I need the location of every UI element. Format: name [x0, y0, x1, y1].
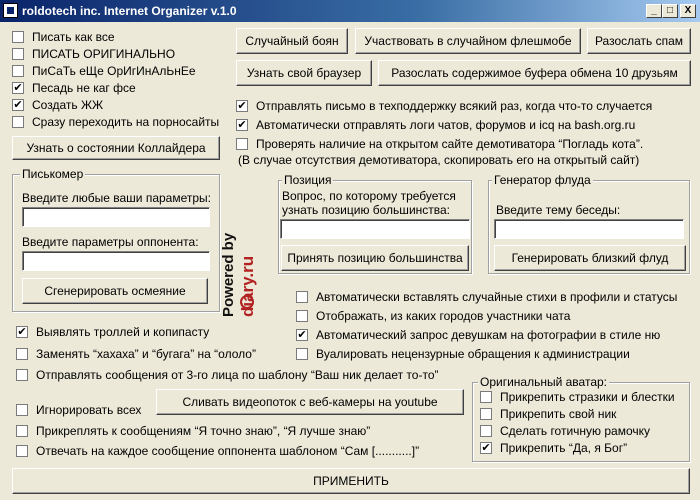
browser-button[interactable]: Узнать свой браузер [236, 60, 372, 86]
demotivator-note: (В случае отсутствия демотиватора, скопировать его на открытый сайт) [238, 153, 640, 167]
close-button[interactable]: X [680, 4, 696, 18]
watermark-powered-by: Powered by [220, 232, 237, 317]
params-label: Введите любые ваши параметры: [22, 191, 211, 205]
checkbox-box[interactable] [480, 408, 492, 420]
checkmark-icon[interactable]: ✔ [237, 100, 247, 112]
checkbox-box[interactable] [12, 31, 24, 43]
avatar-legend: Оригинальный аватар: [480, 375, 608, 389]
flashmob-button[interactable]: Участвовать в случайном флешмобе [355, 28, 581, 54]
check-send-logs[interactable]: ✔ Автоматически отправлять логи чатов, форумов и icq на bash.org.ru [237, 118, 636, 132]
check-write-like-all[interactable]: Писать как все [12, 30, 115, 44]
checkbox-box[interactable] [480, 425, 492, 437]
checkmark-icon[interactable]: ✔ [13, 99, 23, 111]
position-legend: Позиция [284, 173, 332, 187]
check-reply-template[interactable]: Отвечать на каждое сообщение оппонента шаблоном “Сам [...........]” [16, 444, 419, 458]
clipboard-send-button[interactable]: Разослать содержимое буфера обмена 10 друзьям [378, 60, 691, 86]
powered-by-watermark [219, 180, 275, 320]
check-write-original[interactable]: ПИСАТЬ ОРИГИНАЛЬНО [12, 47, 175, 61]
checkbox-box[interactable] [16, 348, 28, 360]
send-spam-button[interactable]: Разослать спам [587, 28, 691, 54]
position-question-line2: узнать позицию большинства: [282, 203, 451, 217]
checkbox-box[interactable] [296, 291, 308, 303]
title-bar[interactable] [0, 0, 700, 22]
checkbox-box[interactable] [296, 310, 308, 322]
check-replace-laugh[interactable]: Заменять “хахаха” и “бугага” на “ололо” [16, 347, 256, 361]
check-attach-know[interactable]: Прикреплять к сообщениям “Я точно знаю”, “Я лучше знаю” [16, 424, 370, 438]
checkmark-icon[interactable]: ✔ [17, 326, 27, 338]
checkbox-box[interactable] [16, 369, 28, 381]
check-random-poems[interactable]: Автоматически вставлять случайные стихи в профили и статусы [296, 290, 677, 304]
check-ignore-all[interactable]: Игнорировать всех [16, 403, 141, 417]
flood-topic-input[interactable] [494, 219, 684, 239]
check-create-lj[interactable]: ✔ Создать ЖЖ [13, 98, 104, 112]
checkbox-box[interactable] [16, 404, 28, 416]
params-input[interactable] [22, 207, 210, 227]
check-photo-request[interactable]: ✔ Автоматический запрос девушкам на фотографии в стиле ню [297, 328, 661, 342]
app-icon [3, 3, 18, 18]
checkmark-icon[interactable]: ✔ [297, 329, 307, 341]
check-demotivator[interactable]: Проверять наличие на открытом сайте демотиватора “Погладь кота”. [236, 137, 643, 151]
check-avatar-gothic-frame[interactable]: Сделать готичную рамочку [480, 424, 650, 438]
checkbox-box[interactable] [480, 391, 492, 403]
check-detect-trolls[interactable]: ✔ Выявлять троллей и копипасту [17, 325, 210, 339]
opponent-input[interactable] [22, 251, 210, 271]
check-support-mail[interactable]: ✔ Отправлять письмо в техподдержку всякий раз, когда что-то случается [237, 99, 653, 113]
position-question-line1: Вопрос, по которому требуется [282, 189, 456, 203]
flood-legend: Генератор флуда [494, 173, 591, 187]
opponent-label: Введите параметры оппонента: [22, 235, 199, 249]
checkbox-box[interactable] [236, 138, 248, 150]
watermark-diary: diary.ru [238, 255, 257, 317]
checkbox-box[interactable] [12, 65, 24, 77]
checkbox-box[interactable] [296, 348, 308, 360]
checkbox-box[interactable] [16, 425, 28, 437]
minimize-button[interactable]: _ [646, 4, 662, 18]
window-title: roldotech inc. Internet Organizer v.1.0 [22, 4, 237, 18]
check-go-to-porn[interactable]: Сразу переходить на порносайты [12, 115, 219, 129]
generate-mockery-button[interactable]: Сгенерировать осмеяние [22, 278, 208, 304]
collider-status-button[interactable]: Узнать о состоянии Коллайдера [12, 136, 220, 160]
piskomer-legend: Писькомер [22, 167, 84, 181]
check-veil-obscenity[interactable]: Вуалировать нецензурные обращения к администрации [296, 347, 630, 361]
check-show-cities[interactable]: Отображать, из каких городов участники чата [296, 309, 570, 323]
webcam-stream-button[interactable]: Сливать видеопоток с веб-камеры на youtube [156, 389, 464, 415]
check-write-more-original[interactable]: ПиСаТь еЩе ОрИгИнАлЬнЕе [12, 64, 196, 78]
accept-majority-button[interactable]: Принять позицию большинства [281, 245, 469, 271]
checkbox-box[interactable] [16, 445, 28, 457]
checkmark-icon[interactable]: ✔ [237, 119, 247, 131]
apply-button[interactable]: ПРИМЕНИТЬ [12, 468, 690, 494]
maximize-button[interactable]: □ [662, 4, 678, 18]
checkmark-icon[interactable]: ✔ [481, 442, 491, 454]
check-avatar-nick[interactable]: Прикрепить свой ник [480, 407, 616, 421]
flood-topic-label: Введите тему беседы: [496, 203, 621, 217]
check-third-person[interactable]: Отправлять сообщения от 3-го лица по шаблону “Ваш ник делает то-то” [16, 368, 439, 382]
random-bayan-button[interactable]: Случайный боян [236, 28, 348, 54]
position-input[interactable] [280, 219, 470, 239]
generate-flood-button[interactable]: Генерировать близкий флуд [494, 245, 686, 271]
checkbox-box[interactable] [12, 48, 24, 60]
checkbox-box[interactable] [12, 116, 24, 128]
check-write-illiterate[interactable]: ✔ Песадь не каг фсе [13, 81, 136, 95]
check-avatar-god[interactable]: ✔ Прикрепить “Да, я Бог” [481, 441, 628, 455]
checkmark-icon[interactable]: ✔ [13, 82, 23, 94]
check-avatar-rhinestones[interactable]: Прикрепить стразики и блестки [480, 390, 675, 404]
